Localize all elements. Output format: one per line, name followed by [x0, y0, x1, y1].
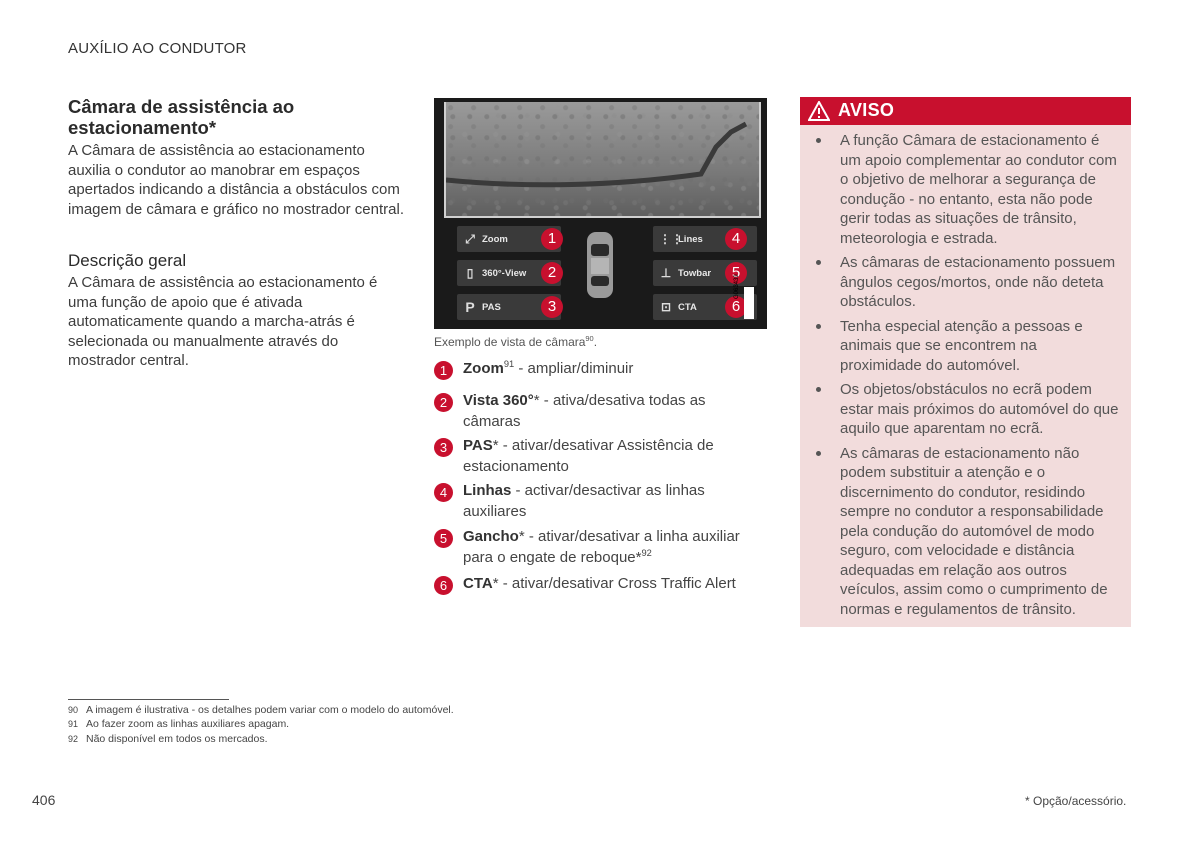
pas-button-label: PAS [482, 302, 501, 313]
callout-2: 2 [541, 262, 563, 284]
warning-header [800, 97, 1131, 125]
cta-button-label: CTA [678, 302, 697, 313]
callout-4: 4 [725, 228, 747, 250]
page-number: 406 [32, 792, 56, 808]
list-text: Vista 360°* - ativa/desativa todas as câmaras [463, 392, 706, 430]
image-code [734, 289, 740, 299]
zoom-icon: ⤢ [465, 232, 475, 246]
callout-3: 3 [541, 296, 563, 318]
caption-text: Exemplo de vista de câmara [434, 335, 586, 349]
list-text: Linhas - activar/desactivar as linhas auxiliares [463, 482, 705, 520]
list-number: 1 [434, 361, 453, 380]
subheading: Descrição geral [68, 251, 187, 270]
page-title: Câmara de assistência ao estacionamento* [68, 96, 295, 138]
warning-list [812, 131, 1122, 624]
callout-5: 5 [725, 262, 747, 284]
list-number: 4 [434, 483, 453, 502]
lines-icon: ⋮⋮ [659, 232, 683, 246]
list-number: 5 [434, 529, 453, 548]
footnote: 90 A imagem é ilustrativa - os detalhes podem variar com o modelo do automóvel. [68, 704, 454, 716]
option-note: * Opção/acessório. [1025, 794, 1127, 808]
list-number: 3 [434, 438, 453, 457]
footnote: 91 Ao fazer zoom as linhas auxiliares apagam. [68, 718, 290, 730]
section-title: AUXÍLIO AO CONDUTOR [68, 40, 247, 57]
car-top-view-icon [584, 230, 616, 302]
360-view-button-label: 360°-View [482, 268, 527, 279]
callout-1: 1 [541, 228, 563, 250]
pas-icon: P [465, 299, 475, 315]
360-view-icon: ▯ [466, 266, 474, 280]
camera-view-image [444, 102, 761, 218]
figure-caption: Exemplo de vista de câmara$^{90}$. [434, 334, 598, 349]
list-text: Zoom$^{91}$ - ampliar/diminuir [463, 359, 634, 377]
overview-paragraph: A Câmara de assistência ao estacionamento é uma função de apoio que é ativada automaticamente quando a marcha-atrás é selecionada ou manualmente através do mostrador central. [68, 274, 378, 369]
warning-item: Os objetos/obstáculos no ecrã podem estar mais próximos do automóvel do que aquilo que aparentam no ecrã. [812, 380, 1122, 439]
callout-6: 6 [725, 296, 747, 318]
warning-item: As câmaras de estacionamento possuem ângulos cegos/mortos, onde não deteta obstáculos. [812, 253, 1122, 312]
list-number: 2 [434, 393, 453, 412]
list-text: Gancho* - ativar/desativar a linha auxiliar para o engate de reboque*$^{92}$ [463, 528, 740, 566]
towbar-icon: ⊥ [660, 266, 672, 280]
caption-footnote-ref: 90 [585, 334, 594, 343]
intro-paragraph: A Câmara de assistência ao estacionamento auxilia o condutor ao manobrar em espaços apertados indicando a distância a obstáculos com imagem de câmara e gráfico no mostrador central. [68, 142, 404, 218]
list-text: CTA* - ativar/desativar Cross Traffic Alert [463, 575, 736, 592]
warning-triangle-icon [808, 101, 830, 121]
lines-button-label: Lines [678, 234, 703, 245]
zoom-button-label: Zoom [482, 234, 508, 245]
camera-screen-figure [434, 98, 767, 329]
list-text: PAS* - ativar/desativar Assistência de estacionamento [463, 437, 714, 475]
warning-title: AVISO [838, 100, 895, 120]
cta-icon: ⊡ [660, 300, 672, 314]
warning-box [800, 97, 1131, 627]
warning-item: As câmaras de estacionamento não podem substituir a atenção e o discernimento do condutor, residindo sempre no condutor a responsabilidade pela condução do automóvel de modo seguro, com velocidade e distância adequadas em relação aos outros veículos, assim como o cumprimento de normas e regulamentos de trânsito. [812, 444, 1122, 620]
image-code-tag [744, 287, 754, 319]
warning-item: A função Câmara de estacionamento é um apoio complementar ao condutor com o objetivo de melhorar a segurança de condução - no entanto, esta não pode gerir todas as situações de trânsito, meteorologia e estrada. [812, 131, 1122, 248]
footnote: 92 Não disponível em todos os mercados. [68, 733, 268, 745]
towbar-button-label: Towbar [678, 268, 712, 279]
list-number: 6 [434, 576, 453, 595]
footnote-divider [68, 699, 229, 700]
warning-item: Tenha especial atenção a pessoas e animais que se encontrem na proximidade do automóvel. [812, 317, 1122, 376]
